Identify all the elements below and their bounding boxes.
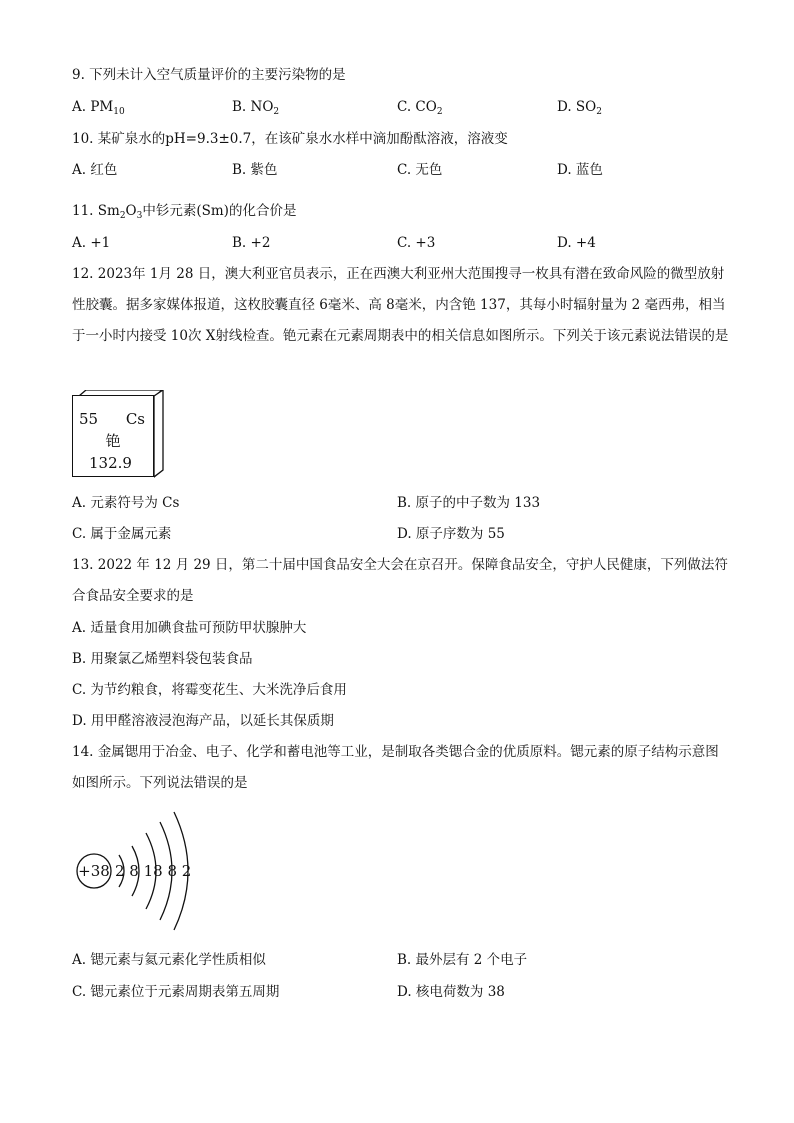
q12-option-b: B. 原子的中子数为 133	[397, 495, 541, 511]
q13-option-b: B. 用聚氯乙烯塑料袋包装食品	[72, 651, 253, 667]
q9-option-d: D. $SO_2$	[557, 99, 602, 117]
q12-option-a: A. 元素符号为 Cs	[72, 495, 180, 511]
q14-option-d: D. 核电荷数为 38	[397, 984, 505, 1000]
q12-stem: 12. 2023年 1月 28 日，澳大利亚官员表示，正在西澳大利亚州大范围搜寻一枚具有潜在致命风险的微型放射性胶囊。据多家媒体报道，这枚胶囊直径 6毫米、高 8毫米，内含铯 137，其每小时辐射量为 2 毫西弗，相当于一小时内接受 10次 X射线检查。铯元素在元素周期表中的相关信息如图所示。下列关于该元素说法错误的是	[72, 266, 729, 344]
element-symbol: Cs	[125, 410, 145, 428]
element-card-cesium	[72, 395, 154, 477]
q13-option-a: A. 适量食用加碘食盐可预防甲状腺肿大	[72, 620, 307, 636]
q12-option-d: D. 原子序数为 55	[397, 526, 505, 542]
q10-option-c: C. 无色	[397, 162, 443, 178]
element-box-depth-side	[154, 390, 166, 478]
q10-option-a: A. 红色	[72, 162, 118, 178]
q14-option-c: C. 锶元素位于元素周期表第五周期	[72, 984, 280, 1000]
q14-option-a: A. 锶元素与氦元素化学性质相似	[72, 952, 266, 968]
element-atomic-number: 55	[79, 410, 99, 428]
q14-stem: 14. 金属锶用于冶金、电子、化学和蓄电池等工业，是制取各类锶合金的优质原料。锶元素的原子结构示意图如图所示。下列说法错误的是	[72, 744, 719, 791]
q11-option-a: A. +1	[72, 235, 111, 251]
q11-option-d: D. +4	[557, 235, 596, 251]
q10-option-b: B. 紫色	[232, 162, 278, 178]
q12-option-c: C. 属于金属元素	[72, 526, 172, 542]
q13-option-d: D. 用甲醛溶液浸泡海产品，以延长其保质期	[72, 713, 334, 729]
q11-option-b: B. +2	[232, 235, 271, 251]
q9-option-c: C. $CO_2$	[397, 99, 443, 117]
q11-stem: 11. $Sm_2O_3$中钐元素(Sm)的化合价是	[72, 203, 297, 221]
q10-option-d: D. 蓝色	[557, 162, 603, 178]
element-atomic-mass: 132.9	[89, 454, 132, 472]
q11-option-c: C. +3	[397, 235, 436, 251]
q13-option-c: C. 为节约粮食，将霉变花生、大米洗净后食用	[72, 682, 347, 698]
q9-option-b: B. $NO_2$	[232, 99, 280, 117]
q13-stem: 13. 2022 年 12 月 29 日，第二十届中国食品安全大会在京召开。保障食品安全，守护人民健康，下列做法符合食品安全要求的是	[72, 557, 728, 604]
q14-option-b: B. 最外层有 2 个电子	[397, 952, 528, 968]
nucleus-charge: +38	[78, 862, 110, 880]
q9-stem: 9. 下列未计入空气质量评价的主要污染物的是	[72, 67, 346, 83]
q10-stem: 10. 某矿泉水的pH=9.3±0.7，在该矿泉水水样中滴加酚酞溶液，溶液变	[72, 131, 508, 147]
q9-option-a: A. $PM_{10}$	[72, 99, 125, 117]
element-name: 铯	[105, 432, 121, 450]
electron-shell-counts: 2 8 18 8 2	[115, 862, 192, 880]
